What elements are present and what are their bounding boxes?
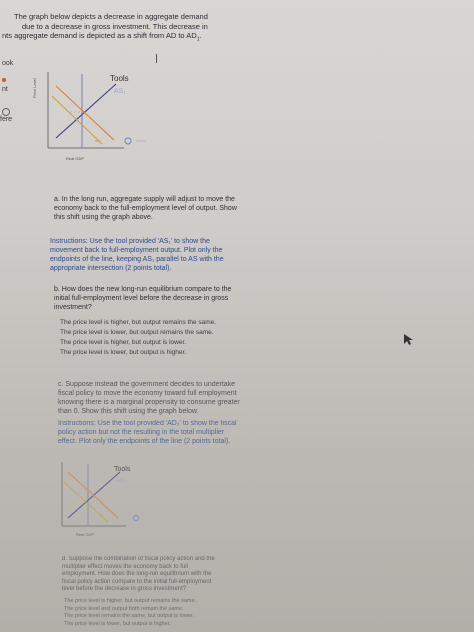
question-d-options — [64, 598, 264, 628]
sidebar-bullet-icon — [2, 78, 6, 82]
intro-line-1: The graph below depicts a decrease in aggregate demand — [14, 12, 208, 21]
question-d-line-2: multiplier effect moves the economy back to full — [62, 563, 188, 570]
tools-label: Tools — [110, 74, 129, 83]
x-axis-label: Real GDP — [66, 156, 85, 161]
option-b-4[interactable]: The price level is lower, but output is higher. — [60, 349, 187, 356]
instructions-2-line-2: policy action but not the resulting in the total multiplier — [58, 429, 225, 436]
question-b-line-2: initial full-employment level before the decrease in gross — [54, 295, 229, 302]
question-c-line-3: knowing there is a marginal propensity to consume greater — [58, 399, 240, 406]
option-b-3[interactable]: The price level is higher, but output is lower. — [60, 339, 187, 346]
option-b-1[interactable]: The price level is higher, but output remains the same. — [60, 319, 217, 326]
radio-circle-icon[interactable] — [2, 108, 10, 116]
x-axis-label-2: Real GDP — [76, 532, 95, 537]
plot-point-icon-2[interactable] — [134, 516, 139, 521]
instructions-1-line-4: appropriate intersection (2 points total). — [50, 265, 172, 272]
instructions-2-line-1: Instructions: Use the tool provided 'AD₂' to show the fiscal — [58, 420, 237, 427]
question-d-line-3: employment. How does the long-run equilibrium with the — [62, 571, 212, 577]
question-c-line-2: fiscal policy to move the economy toward full employment — [58, 390, 237, 397]
tool-ad2[interactable]: AD₂ — [116, 478, 127, 484]
sidebar-ook[interactable]: ook — [2, 60, 14, 67]
intro-line-2: due to a decrease in gross investment. This decrease in — [22, 21, 208, 31]
question-c — [58, 380, 258, 416]
plot-point-icon[interactable] — [125, 138, 131, 144]
instructions-2 — [58, 419, 268, 446]
question-d — [62, 556, 262, 594]
graph-1[interactable] — [30, 66, 190, 166]
instructions-1 — [50, 237, 260, 273]
instructions-2-line-3: effect. Plot only the endpoints of the line (2 points total). — [58, 438, 231, 445]
question-a-line-3: this shift using the graph above. — [54, 214, 153, 221]
option-d-3[interactable]: The price level remains the same, but output is lower. — [64, 613, 194, 619]
tool-as1[interactable]: AS₁ — [114, 88, 126, 95]
tools-label-2: Tools — [114, 466, 131, 473]
question-b-line-1: b. How does the new long-run equilibrium compare to the — [54, 286, 232, 293]
top-marker — [156, 54, 157, 63]
instructions-1-line-1: Instructions: Use the tool provided 'AS₁' to show the — [50, 238, 210, 245]
question-a-line-2: economy back to the full-employment level of output. Show — [54, 205, 237, 212]
question-b-line-3: investment? — [54, 304, 92, 311]
graph-2[interactable] — [46, 456, 206, 546]
sidebar-fere[interactable]: fere — [0, 116, 13, 123]
question-c-line-1: c. Suppose instead the government decides to undertake — [58, 381, 236, 388]
question-d-line-1: d. Suppose the combination of fiscal policy action and the — [62, 556, 215, 562]
intro-text — [2, 12, 278, 45]
instructions-1-line-3: endpoints of the line, keeping AS₁ parallel to AS with the — [50, 256, 224, 263]
option-d-2[interactable]: The price level and output both remain the same. — [64, 605, 184, 612]
question-d-line-5: level before the decrease in gross investment? — [62, 586, 187, 592]
option-d-1[interactable]: The price level is higher, but output remains the same. — [64, 598, 197, 604]
question-a — [54, 195, 254, 222]
as-line — [56, 84, 116, 138]
mouse-pointer-icon — [404, 334, 414, 346]
question-d-line-4: fiscal policy action compare to the initial full-employment — [62, 578, 212, 585]
question-c-line-4: than 0. Show this shift using the graph below. — [58, 408, 199, 415]
intro-line-3: nts aggregate demand is depicted as a shift from AD to $AD_1$. — [2, 31, 202, 43]
sidebar-nt[interactable]: nt — [2, 86, 8, 93]
option-d-4[interactable]: The price level is lower, but output is higher. — [64, 620, 171, 627]
option-b-2[interactable]: The price level is lower, but output remains the same. — [60, 329, 214, 336]
question-b — [54, 285, 254, 312]
y-axis-label: Price Level — [32, 78, 37, 98]
question-a-line-1: a. In the long run, aggregate supply will adjust to move the — [54, 196, 235, 203]
question-b-options — [60, 318, 260, 358]
instructions-1-line-2: movement back to full-employment output. Plot only the — [50, 247, 223, 254]
